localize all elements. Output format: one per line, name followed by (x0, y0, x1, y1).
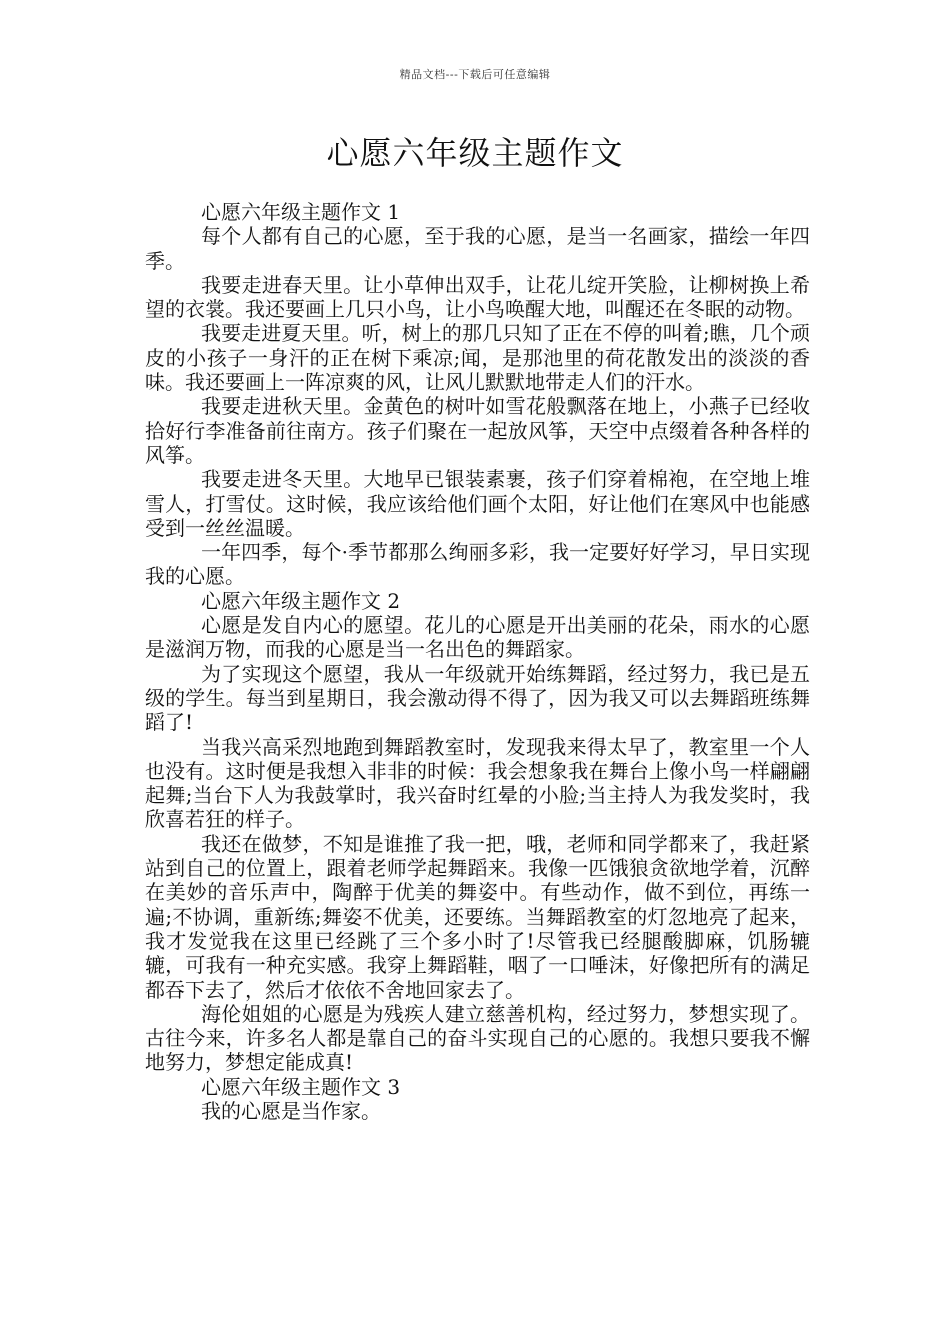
paragraph: 我要走进春天里。让小草伸出双手，让花儿绽开笑脸，让柳树换上希望的衣裳。我还要画上几只小鸟，让小鸟唤醒大地，叫醒还在冬眠的动物。 (145, 272, 810, 322)
document-title: 心愿六年级主题作文 (326, 134, 624, 172)
paragraph: 我的心愿是当作家。 (201, 1098, 381, 1123)
paragraph: 当我兴高采烈地跑到舞蹈教室时，发现我来得太早了，教室里一个人也没有。这时便是我想入非非的时候：我会想象我在舞台上像小鸟一样翩翩起舞;当台下人为我鼓掌时，我兴奋时红晕的小脸;当主持人为我发奖时，我欣喜若狂的样子。 (145, 734, 810, 832)
paragraph: 心愿是发自内心的愿望。花儿的心愿是开出美丽的花朵，雨水的心愿是滋润万物，而我的心愿是当一名出色的舞蹈家。 (145, 613, 810, 662)
section-heading: 心愿六年级主题作文 2 (201, 588, 401, 613)
section-heading: 心愿六年级主题作文 3 (201, 1074, 401, 1099)
paragraph: 我要走进夏天里。听，树上的那几只知了正在不停的叫着;瞧，几个顽皮的小孩子一身汗的正在树下乘凉;闻，是那池里的荷花散发出的淡淡的香味。我还要画上一阵凉爽的风，让风儿默默地带走人们的汗水。 (145, 321, 810, 395)
paragraph: 为了实现这个愿望，我从一年级就开始练舞蹈，经过努力，我已是五级的学生。每当到星期日，我会激动得不得了，因为我又可以去舞蹈班练舞蹈了! (145, 661, 810, 735)
paragraph: 我要走进冬天里。大地早已银装素裹，孩子们穿着棉袍，在空地上堆雪人，打雪仗。这时候，我应该给他们画个太阳，好让他们在寒风中也能感受到一丝丝温暖。 (145, 467, 810, 540)
section-heading: 心愿六年级主题作文 1 (201, 200, 401, 224)
paragraph: 一年四季，每个·季节都那么绚丽多彩，我一定要好好学习，早日实现我的心愿。 (145, 540, 810, 589)
paragraph: 海伦姐姐的心愿是为残疾人建立慈善机构，经过努力，梦想实现了。古往今来，许多名人都是靠自己的奋斗实现自己的心愿的。我想只要我不懈地努力，梦想定能成真! (145, 1001, 810, 1075)
paragraph: 我要走进秋天里。金黄色的树叶如雪花般飘落在地上，小燕子已经收拾好行李准备前往南方。孩子们聚在一起放风筝，天空中点缀着各种各样的风筝。 (145, 394, 810, 467)
header-note: 精品文档---下载后可任意编辑 (399, 68, 551, 81)
document-body (145, 200, 810, 1123)
paragraph: 我还在做梦，不知是谁推了我一把，哦，老师和同学都来了，我赶紧站到自己的位置上，跟着老师学起舞蹈来。我像一匹饿狼贪欲地学着，沉醉在美妙的音乐声中，陶醉于优美的舞姿中。有些动作，做不到位，再练一遍;不协调，重新练;舞姿不优美，还要练。当舞蹈教室的灯忽地亮了起来，我才发觉我在这里已经跳了三个多小时了!尽管我已经腿酸脚麻，饥肠辘辘，可我有一种充实感。我穿上舞蹈鞋，咽了一口唾沫，好像把所有的满足都吞下去了，然后才依依不舍地回家去了。 (145, 831, 810, 1002)
paragraph: 每个人都有自己的心愿，至于我的心愿，是当一名画家，描绘一年四季。 (145, 224, 810, 273)
